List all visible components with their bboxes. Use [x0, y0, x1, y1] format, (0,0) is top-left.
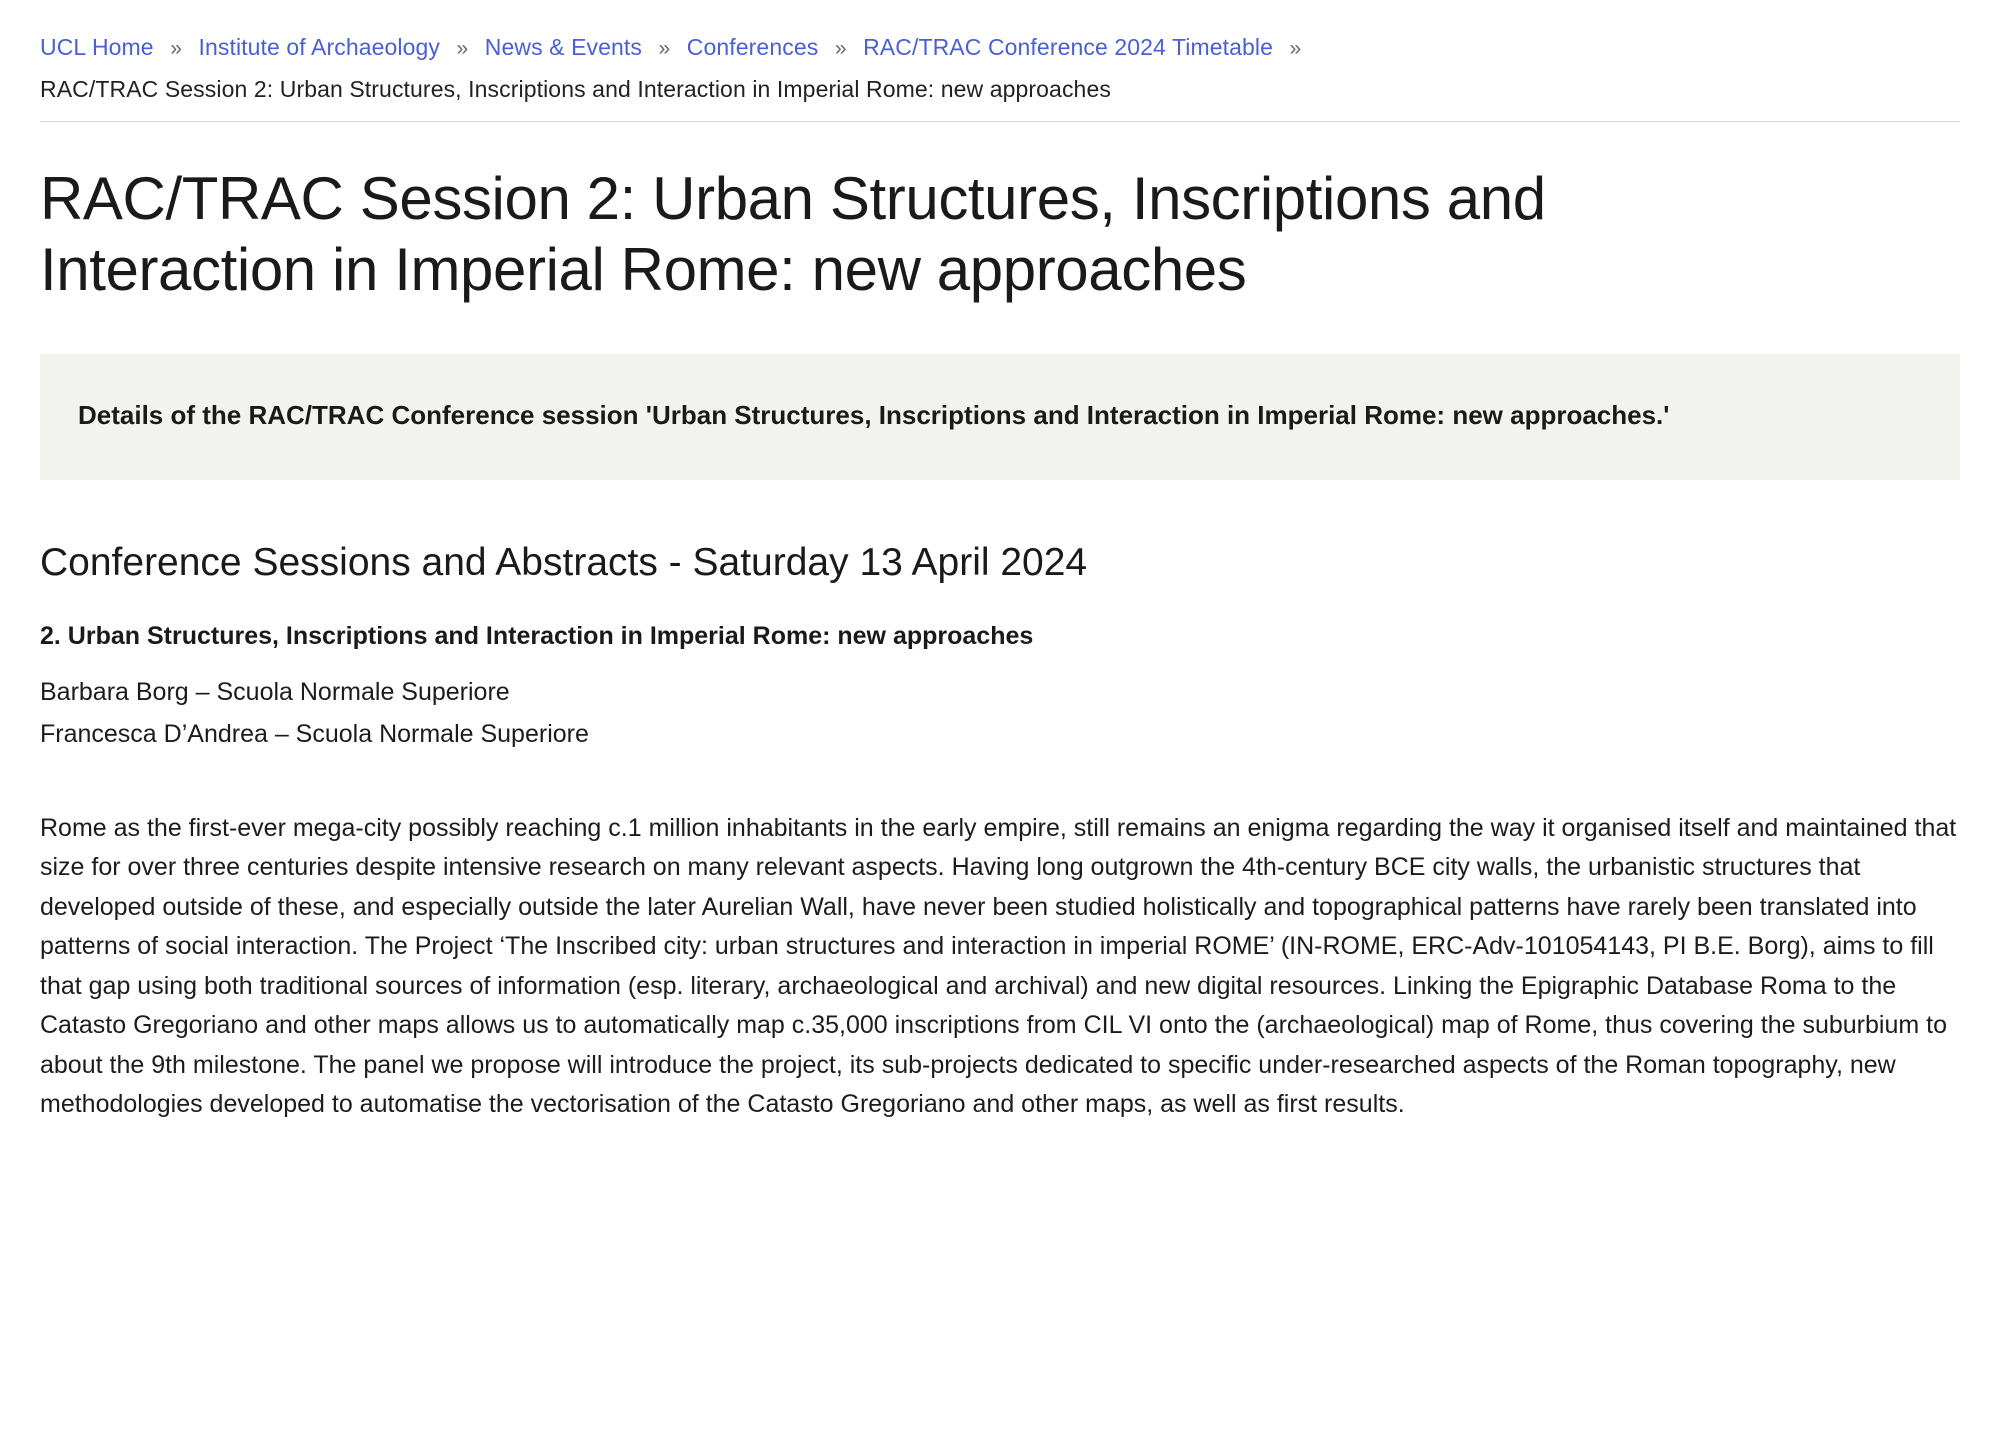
breadcrumb-current-page: RAC/TRAC Session 2: Urban Structures, Inscriptions and Interaction in Imperial Rome: new approaches	[40, 75, 1111, 102]
breadcrumb-link-news-events[interactable]: News & Events	[484, 34, 643, 60]
session-title: 2. Urban Structures, Inscriptions and Interaction in Imperial Rome: new approaches	[40, 621, 1034, 650]
speaker-entry: Francesca D’Andrea – Scuola Normale Superiore	[40, 720, 589, 749]
breadcrumb-separator-icon: »	[658, 37, 671, 60]
breadcrumb-link-conferences[interactable]: Conferences	[686, 34, 819, 60]
breadcrumb-link-institute-of-archaeology[interactable]: Institute of Archaeology	[198, 34, 440, 60]
breadcrumb-separator-icon: »	[170, 37, 182, 60]
section-title: Conference Sessions and Abstracts - Saturday 13 April 2024	[40, 540, 1088, 584]
page-summary-text: Details of the RAC/TRAC Conference session 'Urban Structures, Inscriptions and Interaction in Imperial Rome: new approaches.'	[78, 399, 1670, 430]
page-summary-callout	[40, 354, 1960, 480]
breadcrumb-separator-icon: »	[456, 37, 469, 60]
breadcrumb-separator-icon: »	[834, 37, 847, 60]
breadcrumb-separator-icon: »	[1289, 37, 1302, 60]
breadcrumb-link-ucl-home[interactable]: UCL Home	[40, 34, 154, 60]
session-abstract: Rome as the first-ever mega-city possibly reaching c.1 million inhabitants in the early empire, still remains an enigma regarding the way it organised itself and maintained that size for over three centuries despite intensive research on many relevant aspects. Having long outgrown the 4th-century BCE city walls, the urbanistic structures that developed outside of these, and especially outside the later Aurelian Wall, have never been studied holistically and topographical patterns have rarely been translated into patterns of social interaction. The Project ‘The Inscribed city: urban structures and interaction in imperial ROME’ (IN-ROME, ERC-Adv-101054143, PI B.E. Borg), aims to fill that gap using both traditional sources of information (esp. literary, archaeological and archival) and new digital resources. Linking the Epigraphic Database Roma to the Catasto Gregoriano and other maps allows us to automatically map c.35,000 inscriptions from CIL VI onto the (archaeological) map of Rome, thus covering the suburbium to about the 9th milestone. The panel we propose will introduce the project, its sub-projects dedicated to specific under-researched aspects of the Roman topography, new methodologies developed to automatise the vectorisation of the Catasto Gregoriano and other maps, as well as first results.	[40, 813, 1957, 1119]
breadcrumb-link-conference-timetable[interactable]: RAC/TRAC Conference 2024 Timetable	[863, 34, 1274, 60]
breadcrumb	[40, 0, 1960, 122]
breadcrumb-trail	[40, 30, 1960, 107]
speaker-entry: Barbara Borg – Scuola Normale Superiore	[40, 677, 510, 706]
page-title: RAC/TRAC Session 2: Urban Structures, Inscriptions and Interaction in Imperial Rome: new approaches	[40, 165, 1546, 304]
